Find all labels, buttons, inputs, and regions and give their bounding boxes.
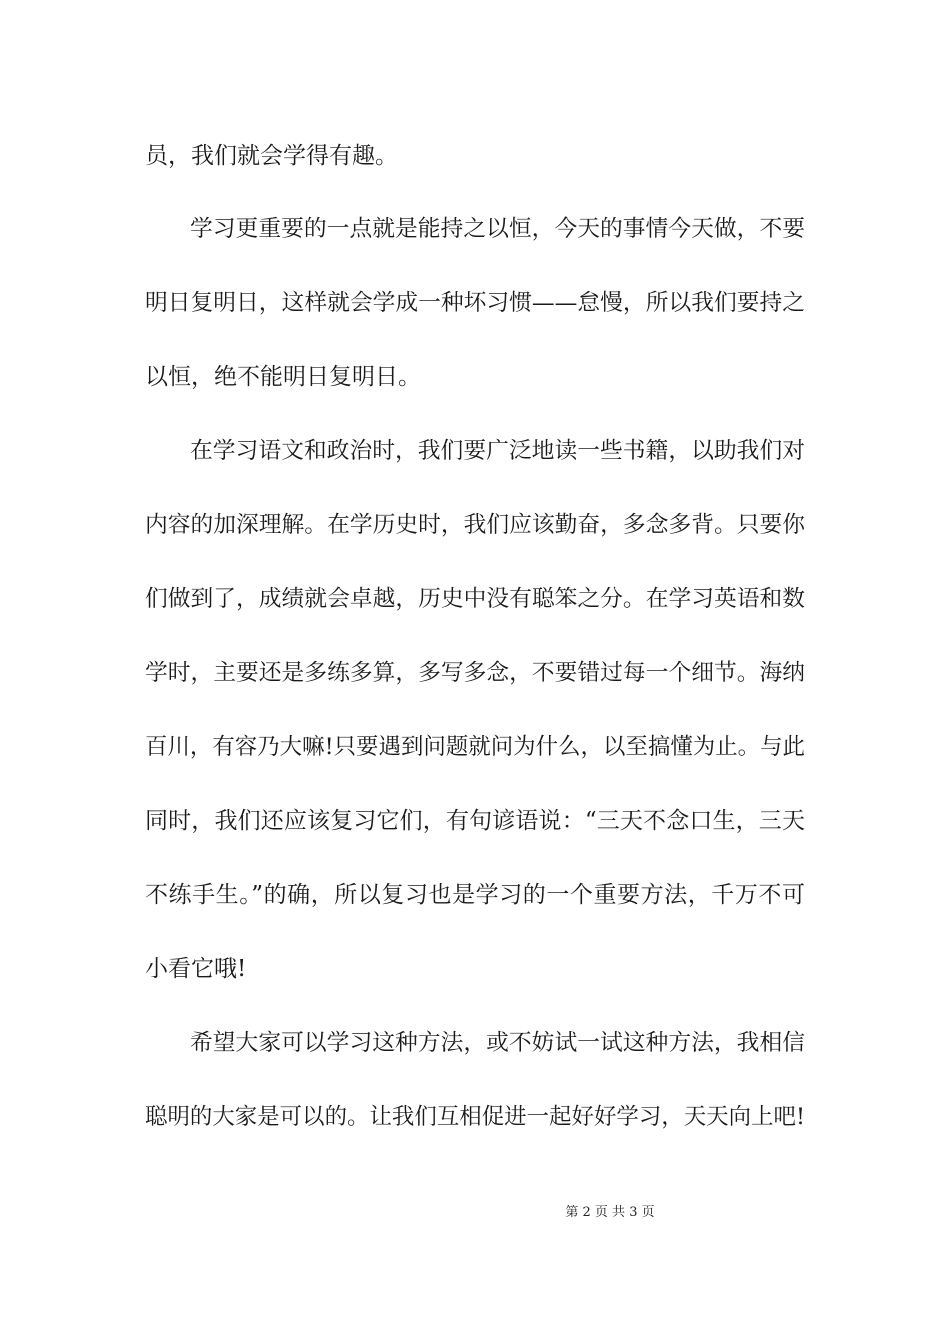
text-line: 们做到了，成绩就会卓越，历史中没有聪笨之分。在学习英语和数 (145, 586, 805, 612)
text-line: 学时，主要还是多练多算，多写多念，不要错过每一个细节。海纳 (145, 660, 805, 686)
page-number: 第 2 页 共 3 页 (565, 1205, 655, 1220)
text-line: 在学习语文和政治时，我们要广泛地读一些书籍，以助我们对 (190, 438, 805, 464)
text-line: 员，我们就会学得有趣。 (145, 143, 398, 169)
text-line: 以恒，绝不能明日复明日。 (145, 364, 421, 390)
page-footer (0, 1204, 950, 1222)
text-line: 小看它哦! (145, 956, 247, 982)
text-line: 内容的加深理解。在学历史时，我们应该勤奋，多念多背。只要你 (145, 512, 805, 538)
text-line: 希望大家可以学习这种方法，或不妨试一试这种方法，我相信 (190, 1030, 805, 1056)
text-line: 明日复明日，这样就会学成一种坏习惯——怠慢，所以我们要持之 (145, 290, 805, 316)
text-line: 不练手生。”的确，所以复习也是学习的一个重要方法，千万不可 (145, 882, 806, 908)
text-line: 同时，我们还应该复习它们，有句谚语说：“三天不念口生，三天 (145, 808, 806, 834)
text-line: 学习更重要的一点就是能持之以恒，今天的事情今天做，不要 (190, 216, 805, 242)
text-line: 百川，有容乃大嘛!只要遇到问题就问为什么，以至搞懂为止。与此 (145, 734, 805, 760)
text-line: 聪明的大家是可以的。让我们互相促进一起好好学习，天天向上吧! (145, 1104, 805, 1130)
